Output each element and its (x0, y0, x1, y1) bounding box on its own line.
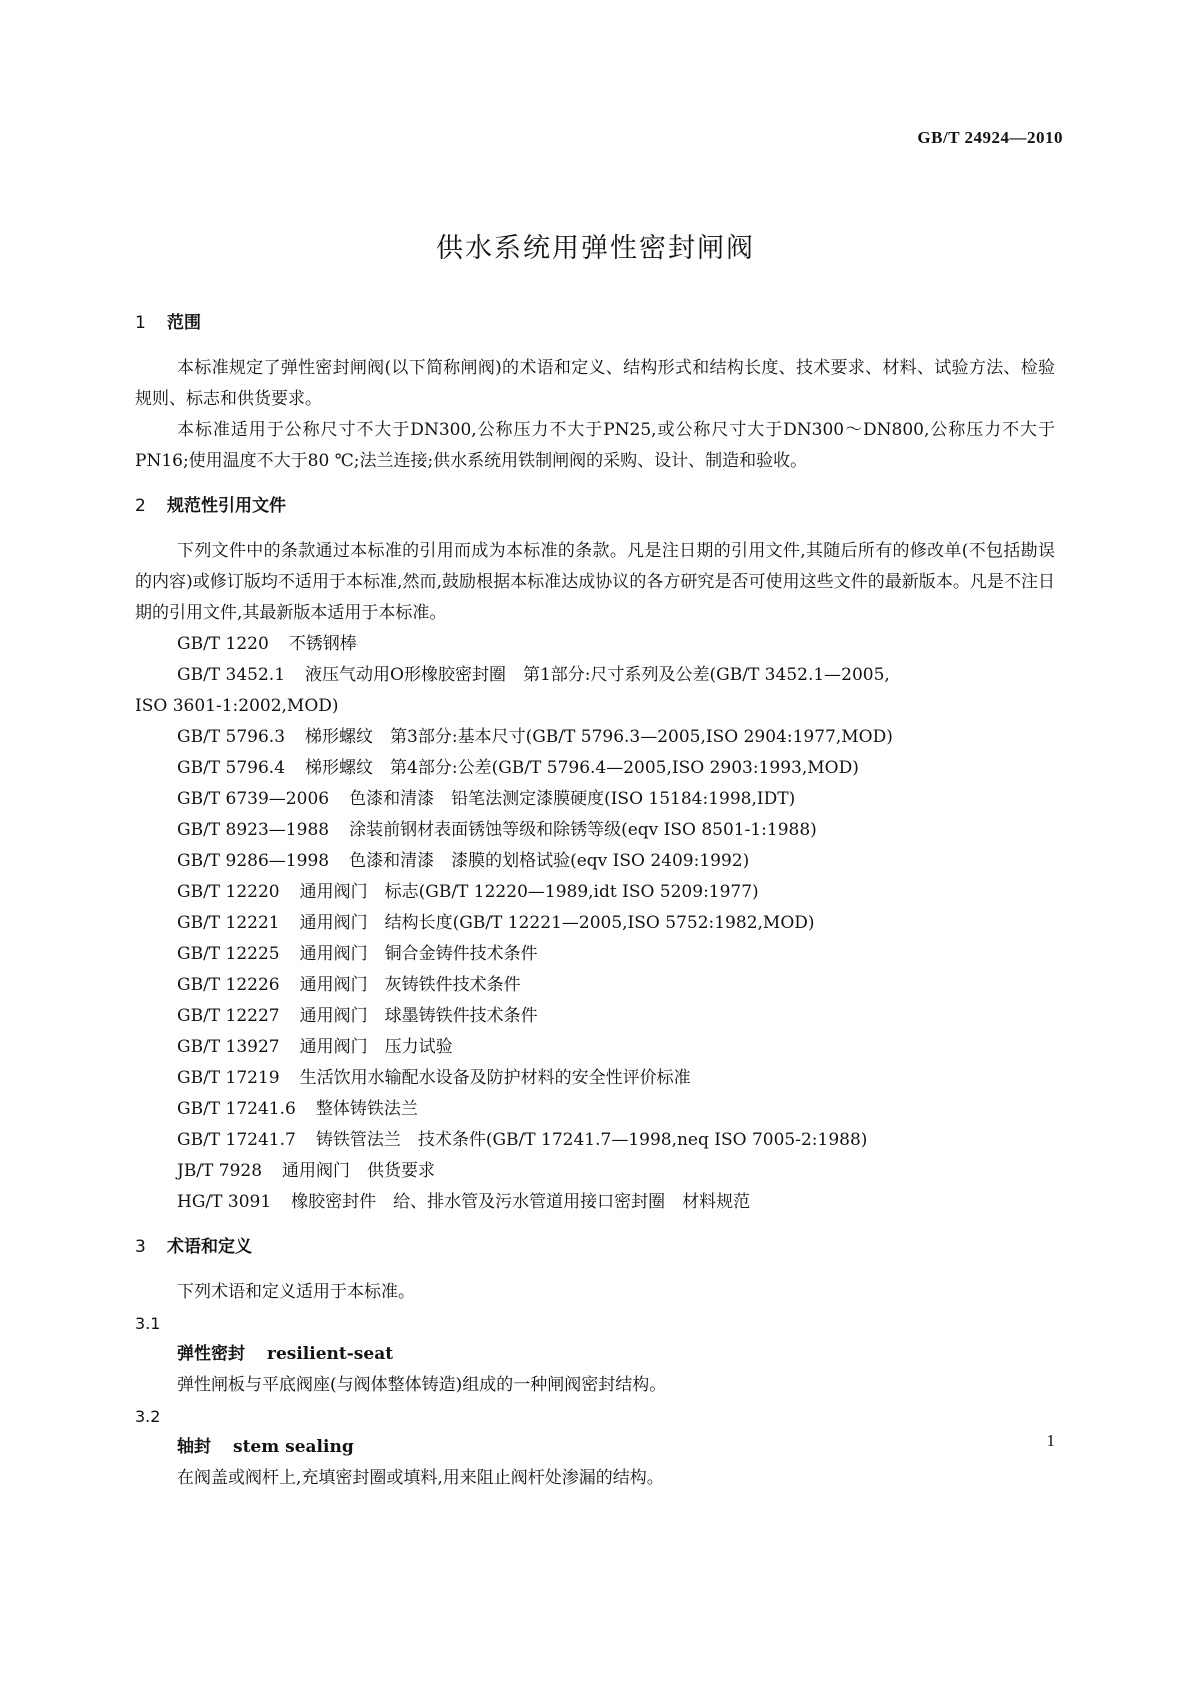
reference-code: GB/T 12225 (177, 944, 280, 964)
term-definition: 弹性闸板与平底阀座(与阀体整体铸造)组成的一种闸阀密封结构。 (177, 1375, 667, 1395)
reference-title: 通用阀门 球墨铸铁件技术条件 (299, 1006, 538, 1026)
reference-title: 通用阀门 供货要求 (282, 1161, 436, 1181)
reference-title: 铸铁管法兰 技术条件(GB/T 17241.7—1998,neq ISO 7005-2:1988) (315, 1130, 868, 1150)
reference-item (135, 939, 1055, 970)
reference-item (135, 815, 1055, 846)
reference-item (135, 877, 1055, 908)
reference-item (135, 1094, 1055, 1125)
reference-item (135, 970, 1055, 1001)
reference-title-continued: ISO 3601-1:2002,MOD) (135, 696, 339, 716)
term-definition: 在阀盖或阀杆上,充填密封圈或填料,用来阻止阀杆处渗漏的结构。 (177, 1468, 664, 1488)
reference-code: GB/T 12221 (177, 913, 280, 933)
reference-title: 色漆和清漆 漆膜的划格试验(eqv ISO 2409:1992) (349, 851, 750, 871)
reference-code: GB/T 1220 (177, 634, 269, 654)
section-3-heading (135, 1232, 1055, 1263)
reference-item (135, 753, 1055, 784)
section-number: 3 (135, 1237, 146, 1257)
reference-list (135, 629, 1055, 1218)
term-name (135, 1432, 1055, 1463)
reference-code: GB/T 3452.1 (177, 665, 286, 685)
paragraph: 本标准规定了弹性密封闸阀(以下简称闸阀)的术语和定义、结构形式和结构长度、技术要求、材料、试验方法、检验规则、标志和供货要求。 (135, 358, 1055, 409)
section-title: 范围 (167, 313, 201, 333)
reference-code: GB/T 12220 (177, 882, 280, 902)
document-body (135, 308, 1055, 1494)
reference-code: GB/T 9286—1998 (177, 851, 330, 871)
reference-code: GB/T 17241.7 (177, 1130, 296, 1150)
reference-item (135, 1156, 1055, 1187)
term-number: 3.1 (135, 1314, 161, 1333)
term-number: 3.2 (135, 1407, 161, 1426)
reference-title: 不锈钢棒 (288, 634, 357, 654)
reference-item (135, 1032, 1055, 1063)
reference-title: 生活饮用水输配水设备及防护材料的安全性评价标准 (299, 1068, 691, 1088)
reference-title: 涂装前钢材表面锈蚀等级和除锈等级(eqv ISO 8501-1:1988) (349, 820, 817, 840)
term-name-cn: 弹性密封 (177, 1344, 245, 1364)
reference-code: GB/T 12226 (177, 975, 280, 995)
term-name-en: stem sealing (233, 1437, 354, 1457)
section-title: 术语和定义 (167, 1237, 252, 1257)
reference-code: GB/T 5796.3 (177, 727, 286, 747)
reference-title: 色漆和清漆 铅笔法测定漆膜硬度(ISO 15184:1998,IDT) (349, 789, 796, 809)
section-number: 2 (135, 496, 146, 516)
reference-title: 通用阀门 灰铸铁件技术条件 (299, 975, 521, 995)
reference-title: 通用阀门 压力试验 (299, 1037, 453, 1057)
section-number: 1 (135, 313, 146, 333)
reference-item (135, 784, 1055, 815)
reference-item (135, 629, 1055, 660)
section-1-heading (135, 308, 1055, 339)
reference-code: GB/T 5796.4 (177, 758, 286, 778)
section-2-heading (135, 491, 1055, 522)
reference-title: 梯形螺纹 第4部分:公差(GB/T 5796.4—2005,ISO 2903:1993,MOD) (305, 758, 859, 778)
term-name (135, 1339, 1055, 1370)
reference-code: JB/T 7928 (177, 1161, 263, 1181)
reference-code: GB/T 6739—2006 (177, 789, 330, 809)
reference-item (135, 1001, 1055, 1032)
reference-code: HG/T 3091 (177, 1192, 272, 1212)
reference-title: 通用阀门 铜合金铸件技术条件 (299, 944, 538, 964)
reference-item (135, 660, 1055, 722)
reference-code: GB/T 12227 (177, 1006, 280, 1026)
reference-item (135, 722, 1055, 753)
reference-title: 通用阀门 标志(GB/T 12220—1989,idt ISO 5209:1977) (299, 882, 759, 902)
reference-title: 整体铸铁法兰 (315, 1099, 418, 1119)
reference-code: GB/T 17219 (177, 1068, 280, 1088)
page-number: 1 (1046, 1431, 1055, 1450)
section-title: 规范性引用文件 (167, 496, 286, 516)
reference-code: GB/T 13927 (177, 1037, 280, 1057)
reference-item (135, 908, 1055, 939)
term-name-cn: 轴封 (177, 1437, 211, 1457)
paragraph: 本标准适用于公称尺寸不大于DN300,公称压力不大于PN25,或公称尺寸大于DN300～DN800,公称压力不大于PN16;使用温度不大于80 ℃;法兰连接;供水系统用铁制闸阀的采购、设计、制造和验收。 (135, 420, 1055, 471)
standard-code: GB/T 24924—2010 (917, 128, 1063, 147)
reference-item (135, 1063, 1055, 1094)
reference-title: 梯形螺纹 第3部分:基本尺寸(GB/T 5796.3—2005,ISO 2904:1977,MOD) (305, 727, 893, 747)
reference-item (135, 1187, 1055, 1218)
reference-item (135, 1125, 1055, 1156)
paragraph: 下列术语和定义适用于本标准。 (177, 1282, 415, 1302)
reference-title: 通用阀门 结构长度(GB/T 12221—2005,ISO 5752:1982,MOD) (299, 913, 815, 933)
reference-item (135, 846, 1055, 877)
reference-title: 橡胶密封件 给、排水管及污水管道用接口密封圈 材料规范 (291, 1192, 751, 1212)
reference-code: GB/T 17241.6 (177, 1099, 296, 1119)
term-name-en: resilient-seat (267, 1344, 394, 1364)
document-title: 供水系统用弹性密封闸阀 (436, 233, 755, 264)
reference-title: 液压气动用O形橡胶密封圈 第1部分:尺寸系列及公差(GB/T 3452.1—2005, (305, 665, 890, 685)
reference-code: GB/T 8923—1988 (177, 820, 330, 840)
paragraph: 下列文件中的条款通过本标准的引用而成为本标准的条款。凡是注日期的引用文件,其随后所有的修改单(不包括勘误的内容)或修订版均不适用于本标准,然而,鼓励根据本标准达成协议的各方研究是否可使用这些文件的最新版本。凡是不注日期的引用文件,其最新版本适用于本标准。 (135, 541, 1055, 623)
